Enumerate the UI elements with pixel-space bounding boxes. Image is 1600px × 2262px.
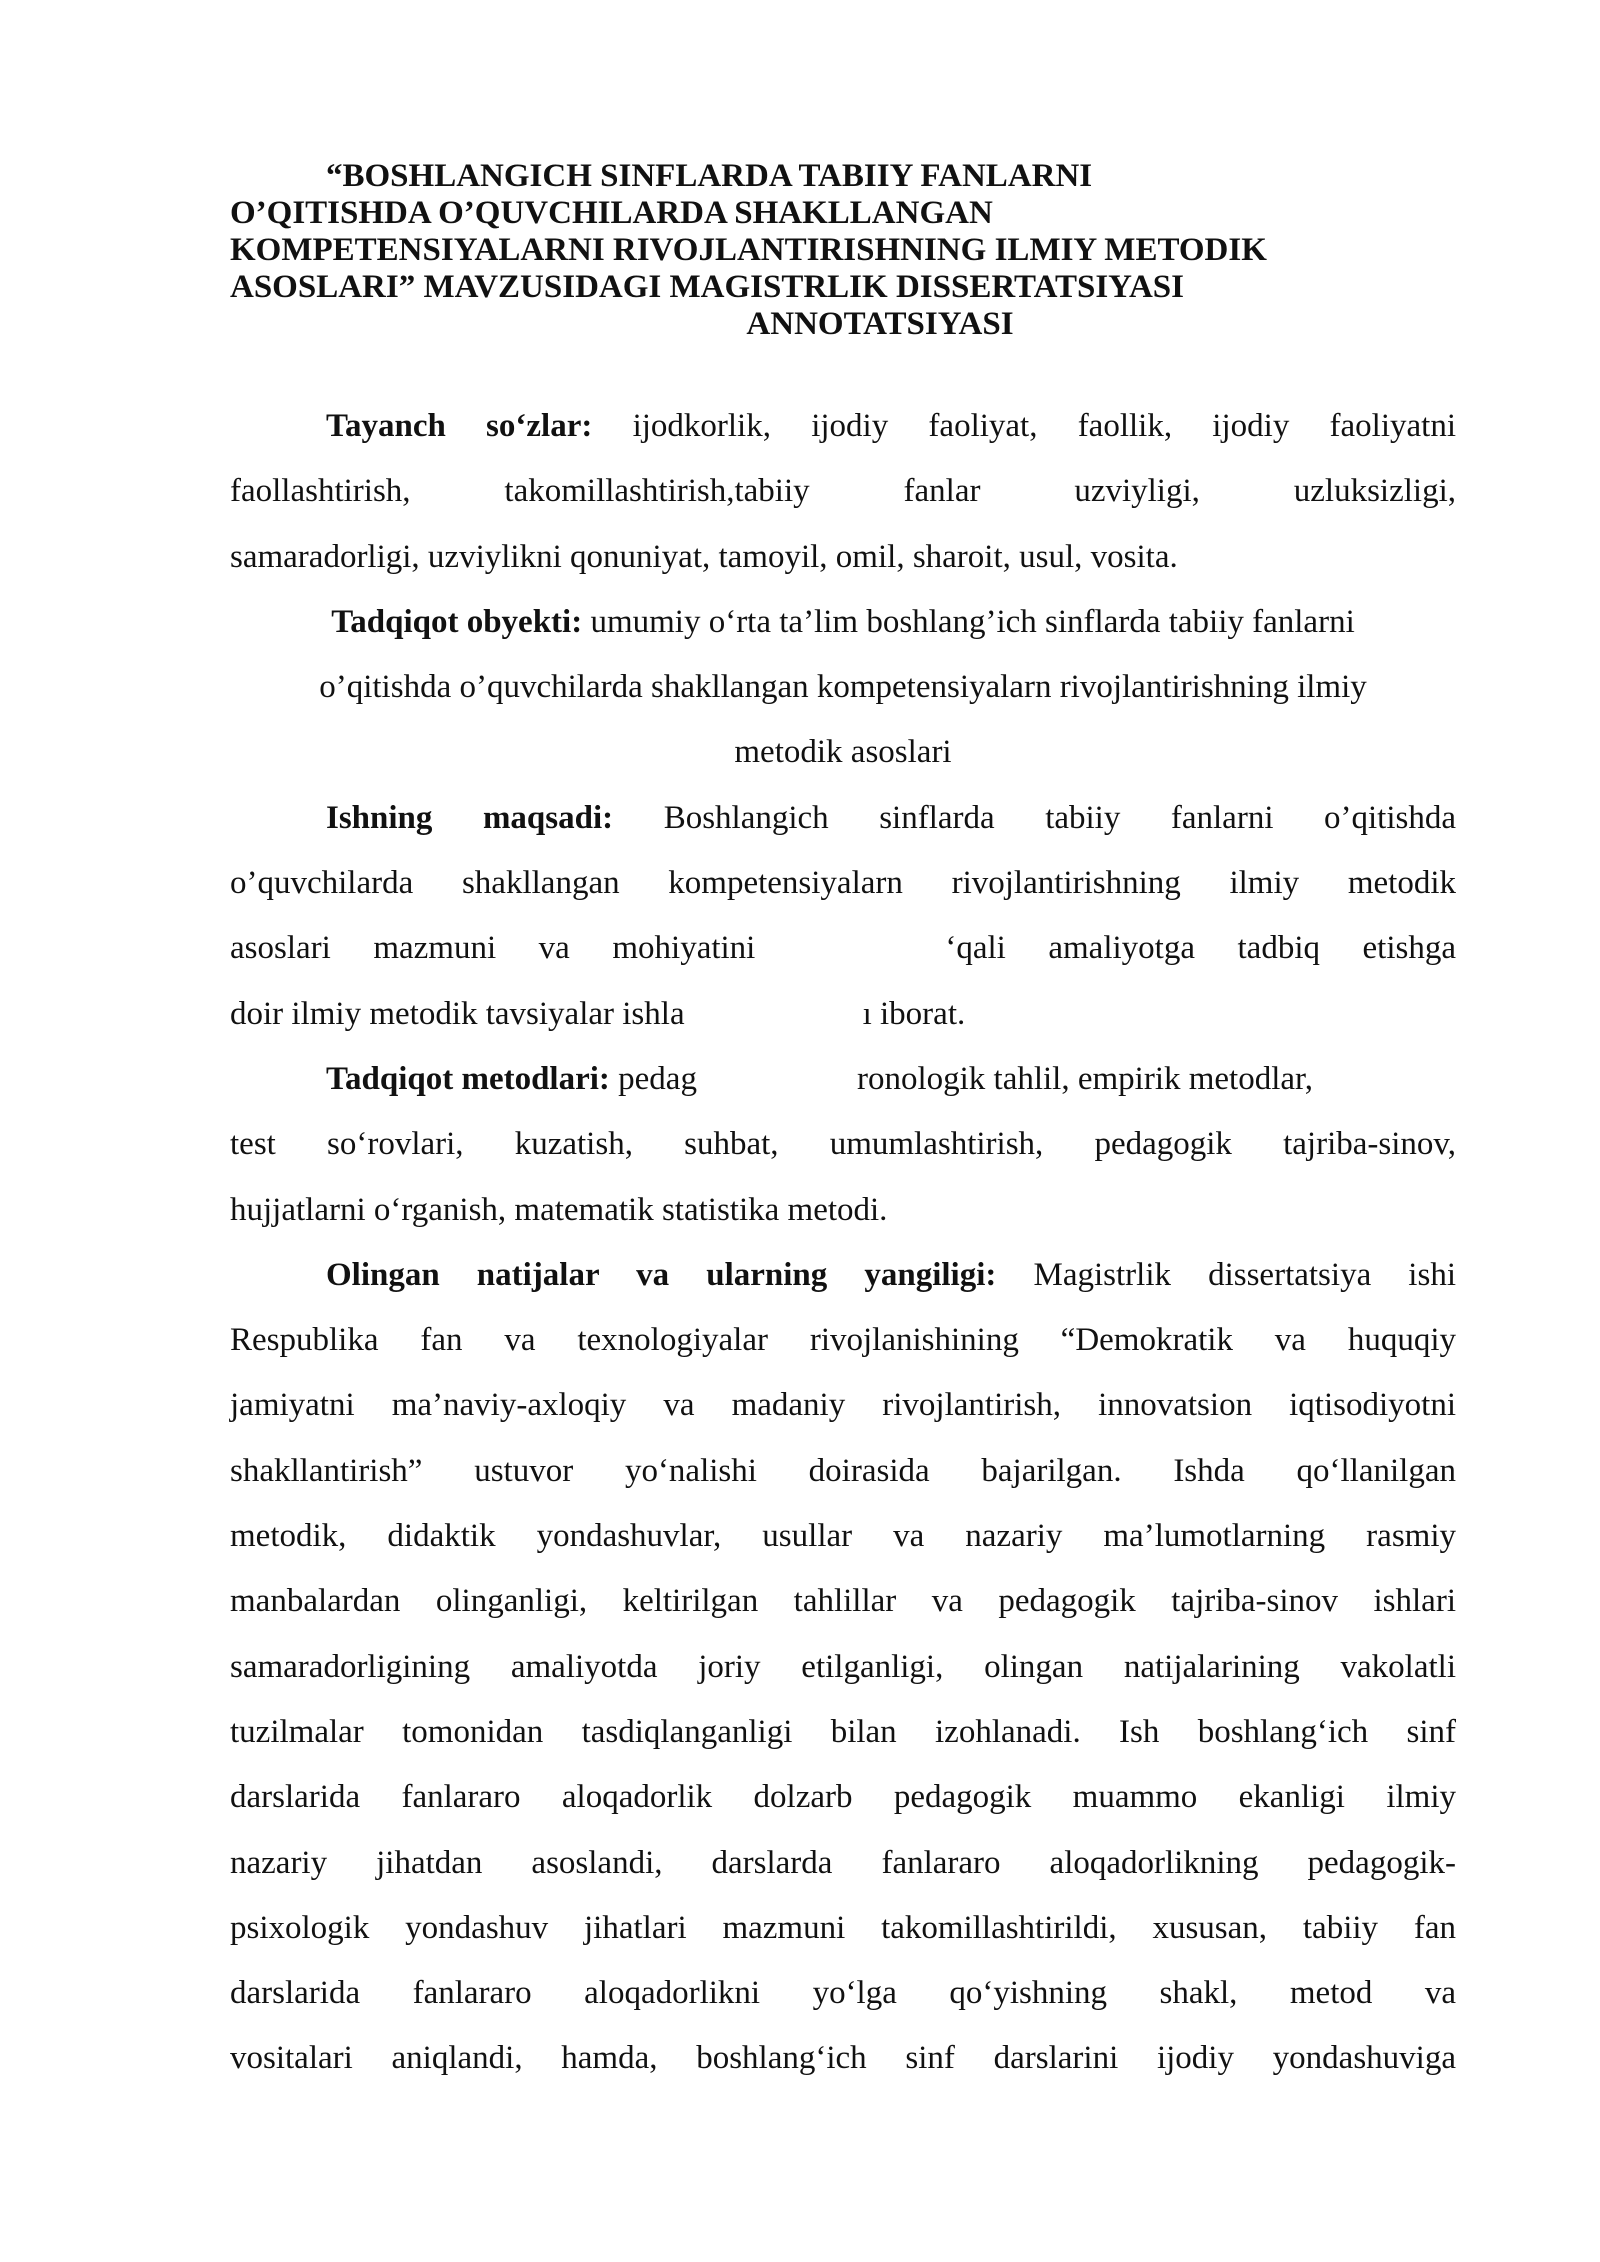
- text-line: [230, 982, 1456, 1047]
- text-line: manbalardan olinganligi, keltirilgan tahlillar va pedagogik tajriba-sinov ishlari: [230, 1583, 1456, 1620]
- object-label: Tadqiqot obyekti:: [331, 603, 583, 640]
- text-line: tuzilmalar tomonidan tasdiqlanganligi bilan izohlanadi. Ish boshlang‘ich sinf: [230, 1713, 1456, 1750]
- document-title: [230, 158, 1460, 343]
- title-line: KOMPETENSIYALARNI RIVOJLANTIRISHNING ILMIY METODIK: [230, 232, 1267, 268]
- text-line: [230, 916, 1456, 981]
- object-paragraph: [230, 590, 1456, 786]
- title-line: ANNOTATSIYASI: [746, 306, 1014, 342]
- text-line: metodik asoslari: [734, 734, 952, 771]
- text-line: [230, 394, 1456, 459]
- text-line: [230, 590, 1456, 655]
- text-line: jamiyatni ma’naviy-axloqiy va madaniy rivojlantirish, innovatsion iqtisodiyotni: [230, 1387, 1456, 1424]
- keywords-paragraph: [230, 394, 1456, 590]
- goal-text-right: ‘qali amaliyotga tadbiq etishga: [945, 930, 1456, 967]
- text-line: o’quvchilarda shakllangan kompetensiyalarn rivojlantirishning ilmiy metodik: [230, 865, 1456, 902]
- methods-text-left: pedag: [609, 1060, 697, 1097]
- goal-text-left: asoslari mazmuni va mohiyatini: [230, 930, 756, 967]
- results-paragraph: [230, 1243, 1456, 2092]
- goal-text: Boshlangich sinflarda tabiiy fanlarni o’qitishda: [613, 799, 1457, 836]
- document-body: [230, 394, 1456, 2092]
- goal-text-left: doir ilmiy metodik tavsiyalar ishla: [230, 995, 685, 1032]
- text-line: shakllantirish” ustuvor yo‘nalishi doirasida bajarilgan. Ishda qo‘llanilgan: [230, 1452, 1456, 1489]
- methods-label: Tadqiqot metodlari:: [326, 1060, 610, 1097]
- methods-text-right: ronologik tahlil, empirik metodlar,: [856, 1060, 1313, 1097]
- text-line: nazariy jihatdan asoslandi, darslarda fanlararo aloqadorlikning pedagogik-: [230, 1844, 1456, 1881]
- results-text: Magistrlik dissertatsiya ishi: [996, 1256, 1456, 1293]
- title-line: ASOSLARI” MAVZUSIDAGI MAGISTRLIK DISSERTATSIYASI: [230, 269, 1184, 305]
- results-label: Olingan natijalar va ularning yangiligi:: [326, 1256, 997, 1293]
- text-line: metodik, didaktik yondashuvlar, usullar va nazariy ma’lumotlarning rasmiy: [230, 1518, 1456, 1555]
- text-line: [230, 1047, 1456, 1112]
- text-line: darslarida fanlararo aloqadorlikni yo‘lga qo‘yishning shakl, metod va: [230, 1975, 1456, 2012]
- text-line: [230, 1243, 1456, 1308]
- text-line: darslarida fanlararo aloqadorlik dolzarb pedagogik muammo ekanligi ilmiy: [230, 1779, 1456, 1816]
- keywords-text: ijodkorlik, ijodiy faoliyat, faollik, ijodiy faoliyatni: [592, 408, 1456, 444]
- methods-paragraph: [230, 1047, 1456, 1243]
- goal-paragraph: [230, 786, 1456, 1047]
- title-line: O’QITISHDA O’QUVCHILARDA SHAKLLANGAN: [230, 195, 993, 231]
- object-text: umumiy o‘rta ta’lim boshlang’ich sinflarda tabiiy fanlarni: [582, 603, 1355, 640]
- keywords-label: Tayanch so‘zlar:: [326, 408, 593, 444]
- goal-label: Ishning maqsadi:: [326, 799, 614, 836]
- title-line: “BOSHLANGICH SINFLARDA TABIIY FANLARNI: [326, 158, 1093, 194]
- text-line: faollashtirish, takomillashtirish,tabiiy fanlar uzviyligi, uzluksizligi,: [230, 473, 1456, 510]
- text-line: samaradorligi, uzviylikni qonuniyat, tamoyil, omil, sharoit, usul, vosita.: [230, 538, 1178, 575]
- goal-text-right: ı iborat.: [862, 995, 966, 1032]
- text-line: test so‘rovlari, kuzatish, suhbat, umumlashtirish, pedagogik tajriba-sinov,: [230, 1126, 1456, 1163]
- text-line: hujjatlarni o‘rganish, matematik statistika metodi.: [230, 1191, 888, 1228]
- text-line: [230, 786, 1456, 851]
- text-line: psixologik yondashuv jihatlari mazmuni takomillashtirildi, xususan, tabiiy fan: [230, 1909, 1456, 1946]
- text-line: vositalari aniqlandi, hamda, boshlang‘ich sinf darslarini ijodiy yondashuviga: [230, 2040, 1456, 2077]
- text-line: o’qitishda o’quvchilarda shakllangan kompetensiyalarn rivojlantirishning ilmiy: [319, 669, 1367, 706]
- text-line: samaradorligining amaliyotda joriy etilganligi, olingan natijalarining vakolatli: [230, 1648, 1456, 1685]
- text-line: Respublika fan va texnologiyalar rivojlanishining “Demokratik va huquqiy: [230, 1322, 1456, 1359]
